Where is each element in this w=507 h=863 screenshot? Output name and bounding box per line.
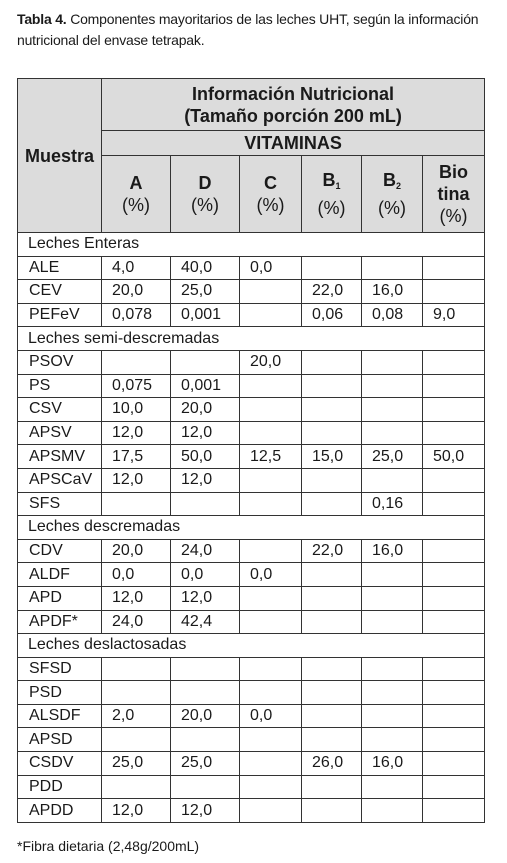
value-cell <box>423 799 485 823</box>
table-row <box>18 704 485 728</box>
value-cell <box>240 468 302 492</box>
value-cell <box>240 421 302 445</box>
header-col-name: Bio tina <box>437 162 470 204</box>
value-cell <box>302 704 362 728</box>
table-row <box>18 445 485 469</box>
table-row <box>18 586 485 610</box>
value-cell <box>240 492 302 516</box>
sample-name: ALSDF <box>18 704 102 728</box>
value-cell <box>423 681 485 705</box>
value-cell: 0,0 <box>240 256 302 280</box>
sample-name: APSV <box>18 421 102 445</box>
value-cell: 20,0 <box>240 350 302 374</box>
value-cell: 12,0 <box>102 586 171 610</box>
value-cell: 10,0 <box>102 398 171 422</box>
value-cell <box>423 421 485 445</box>
value-cell <box>240 681 302 705</box>
header-info <box>102 79 485 131</box>
header-col <box>240 156 302 233</box>
section-row <box>18 516 485 540</box>
header-col <box>102 156 171 233</box>
sample-name: APSD <box>18 728 102 752</box>
value-cell <box>240 374 302 398</box>
value-cell <box>240 752 302 776</box>
value-cell <box>102 681 171 705</box>
value-cell: 17,5 <box>102 445 171 469</box>
value-cell <box>240 657 302 681</box>
value-cell: 25,0 <box>362 445 423 469</box>
value-cell <box>171 657 240 681</box>
table-row <box>18 539 485 563</box>
section-title: Leches deslactosadas <box>18 634 485 658</box>
table-row <box>18 421 485 445</box>
table-row <box>18 681 485 705</box>
value-cell <box>423 563 485 587</box>
table-row <box>18 303 485 327</box>
value-cell: 0,075 <box>102 374 171 398</box>
value-cell <box>423 704 485 728</box>
value-cell: 12,0 <box>102 799 171 823</box>
value-cell <box>362 350 423 374</box>
value-cell <box>240 280 302 304</box>
value-cell <box>362 657 423 681</box>
section-row <box>18 233 485 257</box>
vitamins-table <box>17 78 485 823</box>
table-row <box>18 657 485 681</box>
header-col-unit: (%) <box>191 195 219 215</box>
sample-name: APDD <box>18 799 102 823</box>
value-cell: 20,0 <box>171 398 240 422</box>
table-row <box>18 280 485 304</box>
value-cell: 4,0 <box>102 256 171 280</box>
value-cell: 9,0 <box>423 303 485 327</box>
header-col <box>423 156 485 233</box>
value-cell <box>302 350 362 374</box>
value-cell <box>423 610 485 634</box>
footnote: *Fibra dietaria (2,48g/200mL) <box>17 838 200 854</box>
table-row <box>18 775 485 799</box>
value-cell: 12,0 <box>171 421 240 445</box>
value-cell <box>362 586 423 610</box>
value-cell <box>171 775 240 799</box>
section-title: Leches descremadas <box>18 516 485 540</box>
value-cell <box>362 421 423 445</box>
value-cell <box>102 350 171 374</box>
sample-name: APSCaV <box>18 468 102 492</box>
sample-name: PDD <box>18 775 102 799</box>
value-cell: 0,06 <box>302 303 362 327</box>
value-cell <box>302 586 362 610</box>
value-cell: 2,0 <box>102 704 171 728</box>
value-cell <box>102 657 171 681</box>
table-row <box>18 398 485 422</box>
value-cell <box>240 398 302 422</box>
header-col-unit: (%) <box>378 198 406 218</box>
value-cell <box>423 492 485 516</box>
header-col-unit: (%) <box>439 206 468 226</box>
table-row <box>18 799 485 823</box>
value-cell: 22,0 <box>302 539 362 563</box>
value-cell: 12,0 <box>102 421 171 445</box>
value-cell: 12,5 <box>240 445 302 469</box>
table-row <box>18 350 485 374</box>
value-cell <box>240 610 302 634</box>
value-cell <box>102 728 171 752</box>
value-cell: 42,4 <box>171 610 240 634</box>
table-row <box>18 610 485 634</box>
value-cell: 0,16 <box>362 492 423 516</box>
value-cell <box>362 398 423 422</box>
section-title: Leches semi-descremadas <box>18 327 485 351</box>
caption-text: Componentes mayoritarios de las leches UHT, según la información nutricional del envase tetrapak. <box>17 11 479 48</box>
value-cell <box>302 681 362 705</box>
value-cell <box>302 799 362 823</box>
value-cell <box>423 586 485 610</box>
value-cell <box>362 775 423 799</box>
header-col <box>171 156 240 233</box>
value-cell <box>102 492 171 516</box>
value-cell: 22,0 <box>302 280 362 304</box>
sample-name: SFS <box>18 492 102 516</box>
value-cell <box>423 728 485 752</box>
header-col-name: A <box>129 173 143 193</box>
caption-label: Tabla 4. <box>17 11 67 27</box>
value-cell: 20,0 <box>102 539 171 563</box>
value-cell: 16,0 <box>362 752 423 776</box>
sample-name: PSOV <box>18 350 102 374</box>
value-cell <box>362 799 423 823</box>
sample-name: SFSD <box>18 657 102 681</box>
header-info-line2: (Tamaño porción 200 mL) <box>184 105 402 126</box>
value-cell: 0,001 <box>171 374 240 398</box>
value-cell <box>362 728 423 752</box>
value-cell: 25,0 <box>171 752 240 776</box>
header-col <box>302 156 362 233</box>
value-cell <box>302 563 362 587</box>
value-cell: 25,0 <box>102 752 171 776</box>
value-cell: 25,0 <box>171 280 240 304</box>
value-cell <box>240 728 302 752</box>
value-cell <box>362 468 423 492</box>
value-cell: 24,0 <box>102 610 171 634</box>
value-cell <box>423 350 485 374</box>
value-cell: 0,0 <box>102 563 171 587</box>
table-row <box>18 492 485 516</box>
value-cell: 50,0 <box>423 445 485 469</box>
sample-name: PS <box>18 374 102 398</box>
value-cell: 24,0 <box>171 539 240 563</box>
value-cell: 0,078 <box>102 303 171 327</box>
value-cell <box>240 586 302 610</box>
value-cell <box>171 681 240 705</box>
value-cell <box>302 775 362 799</box>
value-cell: 16,0 <box>362 280 423 304</box>
value-cell <box>362 704 423 728</box>
header-col-name: D <box>198 173 212 193</box>
value-cell: 12,0 <box>102 468 171 492</box>
value-cell <box>302 610 362 634</box>
value-cell: 12,0 <box>171 799 240 823</box>
value-cell: 20,0 <box>171 704 240 728</box>
value-cell <box>423 256 485 280</box>
value-cell: 15,0 <box>302 445 362 469</box>
value-cell <box>240 303 302 327</box>
header-col-subscript: 1 <box>335 181 341 191</box>
value-cell <box>171 728 240 752</box>
sample-name: CSV <box>18 398 102 422</box>
value-cell <box>423 280 485 304</box>
sample-name: ALDF <box>18 563 102 587</box>
value-cell <box>423 374 485 398</box>
value-cell <box>302 492 362 516</box>
value-cell <box>240 539 302 563</box>
value-cell <box>302 398 362 422</box>
table-row <box>18 374 485 398</box>
value-cell <box>302 468 362 492</box>
header-info-line1: Información Nutricional <box>192 83 395 104</box>
header-muestra: Muestra <box>18 79 102 233</box>
value-cell <box>362 610 423 634</box>
value-cell <box>423 468 485 492</box>
sample-name: PSD <box>18 681 102 705</box>
header-vitaminas: VITAMINAS <box>102 131 485 156</box>
value-cell <box>423 398 485 422</box>
value-cell <box>423 775 485 799</box>
table-row <box>18 468 485 492</box>
value-cell: 12,0 <box>171 586 240 610</box>
sample-name: CSDV <box>18 752 102 776</box>
header-col-subscript: 2 <box>395 181 401 191</box>
table-caption <box>17 9 495 51</box>
value-cell <box>423 539 485 563</box>
sample-name: ALE <box>18 256 102 280</box>
value-cell <box>240 775 302 799</box>
table-row <box>18 728 485 752</box>
value-cell: 12,0 <box>171 468 240 492</box>
section-title: Leches Enteras <box>18 233 485 257</box>
value-cell: 20,0 <box>102 280 171 304</box>
header-col-unit: (%) <box>256 195 285 215</box>
value-cell <box>302 421 362 445</box>
value-cell <box>171 492 240 516</box>
value-cell <box>423 752 485 776</box>
sample-name: APDF* <box>18 610 102 634</box>
section-row <box>18 327 485 351</box>
value-cell: 40,0 <box>171 256 240 280</box>
section-row <box>18 634 485 658</box>
header-col-unit: (%) <box>122 195 150 215</box>
value-cell <box>240 799 302 823</box>
value-cell <box>362 563 423 587</box>
sample-name: CEV <box>18 280 102 304</box>
sample-name: APSMV <box>18 445 102 469</box>
header-col-name: C <box>264 173 277 193</box>
sample-name: CDV <box>18 539 102 563</box>
value-cell <box>362 374 423 398</box>
value-cell: 0,001 <box>171 303 240 327</box>
value-cell: 16,0 <box>362 539 423 563</box>
table-row <box>18 563 485 587</box>
value-cell <box>302 374 362 398</box>
table-row <box>18 752 485 776</box>
header-col-unit: (%) <box>317 198 346 218</box>
header-col-name: B <box>382 170 396 190</box>
sample-name: PEFeV <box>18 303 102 327</box>
header-col-name: B <box>322 170 336 190</box>
value-cell <box>102 775 171 799</box>
value-cell: 26,0 <box>302 752 362 776</box>
sample-name: APD <box>18 586 102 610</box>
header-col <box>362 156 423 233</box>
value-cell <box>302 657 362 681</box>
value-cell <box>171 350 240 374</box>
table-row <box>18 256 485 280</box>
value-cell <box>362 681 423 705</box>
value-cell: 0,08 <box>362 303 423 327</box>
value-cell: 50,0 <box>171 445 240 469</box>
value-cell: 0,0 <box>240 704 302 728</box>
value-cell: 0,0 <box>171 563 240 587</box>
value-cell: 0,0 <box>240 563 302 587</box>
value-cell <box>362 256 423 280</box>
value-cell <box>423 657 485 681</box>
value-cell <box>302 256 362 280</box>
value-cell <box>302 728 362 752</box>
